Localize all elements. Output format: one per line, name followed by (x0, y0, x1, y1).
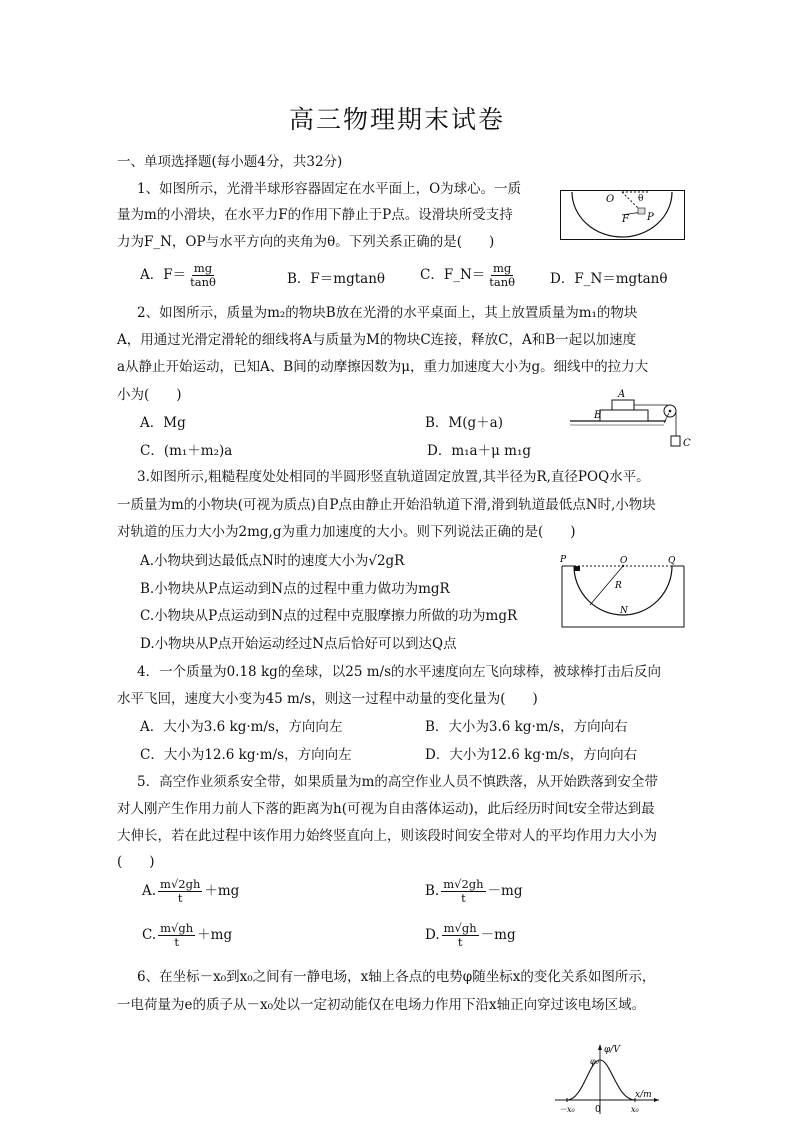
label-theta: θ (638, 194, 644, 204)
q2-figure (570, 388, 695, 453)
page-title: 高三物理期末试卷 (288, 105, 505, 134)
question-2-text: 2、如图所示，质量为m₂的物块B放在光滑的水平桌面上，其上放置质量为m₁的物块 (137, 305, 638, 321)
label-o: O (620, 556, 628, 566)
q2-option-d: D．m₁a＋μ m₁g (427, 443, 532, 459)
q3-option-c: C.小物块从P点运动到N点的过程中克服摩擦力所做的功为mgR (140, 608, 518, 624)
q3-option-a: A.小物块到达最低点N时的速度大小为√2gR (140, 553, 405, 569)
q4-option-b: B．大小为3.6 kg·m/s，方向向右 (425, 719, 628, 735)
q1-option-d: D．F_N＝mgtanθ (550, 271, 668, 287)
label-p: P (560, 555, 567, 565)
label-f: F (622, 214, 629, 225)
question-5-text: 对人刚产生作用力前人下落的距离为h(可视为自由落体运动)，此后经历时间t安全带达到最 (117, 801, 655, 817)
label-b: B (594, 410, 602, 421)
question-3-text: 对轨道的压力大小为2mg,g为重力加速度的大小。则下列说法正确的是( ) (117, 524, 576, 540)
question-1-text: 力为F_N，OP与水平方向的夹角为θ。下列关系正确的是( ) (117, 234, 495, 250)
question-2-text: 小为( ) (117, 387, 182, 403)
label-phi-axis: φ/V (604, 1045, 620, 1055)
q1-option-a: A．F＝ $\frac{mg}{\tan\theta}$ (140, 261, 216, 289)
question-4-text: 4．一个质量为0.18 kg的垒球，以25 m/s的水平速度向左飞向球棒，被球棒打击后反向 (137, 664, 662, 680)
q5-option-b: B. $\frac{m√2gh}{t}$ －mg (425, 877, 523, 905)
q1-option-b: B．F＝mgtanθ (287, 271, 386, 287)
label-origin: 0 (595, 1105, 601, 1115)
q2-option-c: C．(m₁＋m₂)a (140, 443, 233, 459)
q6-figure (555, 1040, 665, 1118)
q4-option-c: C．大小为12.6 kg·m/s，方向向左 (140, 747, 352, 763)
label-n: N (620, 606, 628, 616)
label-q: Q (668, 556, 676, 566)
question-1-text: 量为m的小滑块，在水平力F的作用下静止于P点。设滑块所受支持 (117, 207, 513, 223)
question-6-text: 6、在坐标－x₀到x₀之间有一静电场，x轴上各点的电势φ随坐标x的变化关系如图所示， (137, 969, 656, 985)
q3-option-b: B.小物块从P点运动到N点的过程中重力做功为mgR (140, 581, 450, 597)
q2-option-a: A．Mg (140, 415, 186, 431)
q2-option-b: B．M(g＋a) (425, 415, 503, 431)
question-2-text: A，用通过光滑定滑轮的细线将A与质量为M的物块C连接，释放C，A和B一起以加速度 (117, 332, 637, 348)
label-x0: x₀ (631, 1105, 639, 1114)
question-6-text: 一电荷量为e的质子从－x₀处以一定初动能仅在电场力作用下沿x轴正向穿过该电场区域。 (117, 997, 646, 1013)
q4-option-a: A．大小为3.6 kg·m/s，方向向左 (140, 719, 343, 735)
q1-option-c: C．F_N＝ $\frac{mg}{\tan\theta}$ (420, 261, 516, 289)
q3-option-d: D.小物块从P点开始运动经过N点后恰好可以到达Q点 (140, 636, 457, 652)
label-x-axis: x/m (635, 1090, 652, 1100)
label-a: A (618, 389, 626, 400)
question-5-text: 大伸长，若在此过程中该作用力始终竖直向上，则该段时间安全带对人的平均作用力大小为 (117, 828, 657, 844)
label-neg-x0: －x₀ (559, 1105, 575, 1114)
q5-option-c: C. $\frac{m√gh}{t}$ ＋mg (142, 921, 233, 949)
q3-figure (560, 556, 685, 628)
q4-option-d: D．大小为12.6 kg·m/s，方向向右 (425, 747, 638, 763)
q1-figure (560, 190, 685, 240)
q5-option-a: A. $\frac{m√2gh}{t}$ ＋mg (142, 877, 240, 905)
question-4-text: 水平飞回，速度大小变为45 m/s，则这一过程中动量的变化量为( ) (117, 691, 538, 707)
label-o: O (606, 194, 615, 205)
label-r: R (615, 581, 622, 591)
section-heading: 一、单项选择题(每小题4分，共32分) (117, 154, 343, 170)
question-2-text: a从静止开始运动，已知A、B间的动摩擦因数为μ，重力加速度大小为g。细线中的拉力大 (117, 359, 649, 375)
question-3-text: 一质量为m的小物块(可视为质点)自P点由静止开始沿轨道下滑,滑到轨道最低点N时,小物块 (117, 497, 656, 513)
label-p: P (647, 212, 654, 223)
label-phi0: φ₀ (590, 1057, 599, 1066)
label-c: C (683, 438, 691, 449)
question-1-text: 1、如图所示，光滑半球形容器固定在水平面上，O为球心。一质 (137, 181, 522, 197)
question-3-text: 3.如图所示,粗糙程度处处相同的半圆形竖直轨道固定放置,其半径为R,直径POQ水平。 (137, 469, 650, 485)
q5-option-d: D. $\frac{m√gh}{t}$ －mg (425, 921, 516, 949)
question-5-text: 5．高空作业须系安全带，如果质量为m的高空作业人员不慎跌落，从开始跌落到安全带 (137, 774, 658, 790)
question-5-text: ( ) (117, 854, 155, 870)
